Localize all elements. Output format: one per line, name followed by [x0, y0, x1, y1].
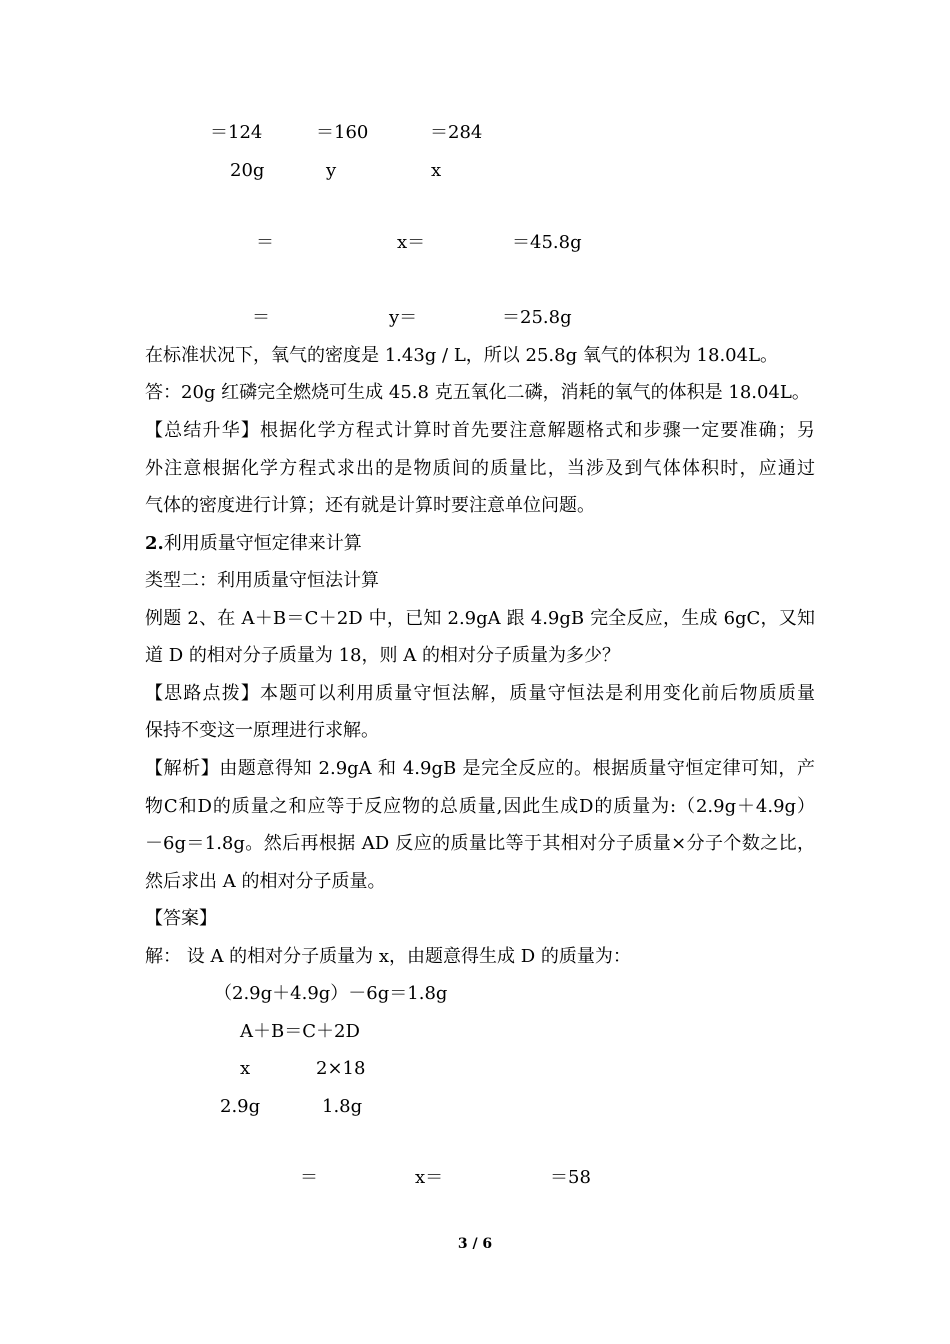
type-heading: 类型二：利用质量守恒法计算 — [145, 570, 379, 591]
mass-y: y — [326, 160, 337, 181]
section-title: 利用质量守恒定律来计算 — [163, 533, 362, 554]
hint-line: 保持不变这一原理进行求解。 — [145, 720, 379, 741]
page-number: 3 / 6 — [457, 1236, 493, 1252]
reaction-equation: A＋B＝C＋2D — [240, 1021, 360, 1042]
y-result: ＝25.8g — [502, 307, 572, 328]
coef-a: x — [240, 1058, 251, 1079]
analysis-line: 【解析】由题意得知 2.9gA 和 4.9gB 是完全反应的。根据质量守恒定律可知，产 — [145, 758, 815, 779]
x-result: ＝58 — [550, 1167, 591, 1188]
section-heading — [145, 533, 815, 555]
analysis-line: 物C和D的质量之和应等于反应物的总质量,因此生成D的质量为:（2.9g＋4.9g） — [145, 796, 815, 817]
ratio-equals: ＝ — [256, 232, 274, 253]
example-text: 、在 A＋B＝C＋2D 中，已知 2.9gA 跟 4.9gB 完全反应，生成 6gC，又知 — [198, 608, 816, 629]
example-line: 道 D 的相对分子质量为 18，则 A 的相对分子质量为多少？ — [145, 645, 620, 666]
example-line — [145, 608, 815, 630]
density-sentence: 在标准状况下，氧气的密度是 1.43g / L，所以 25.8g 氧气的体积为 18.04L。 — [145, 345, 779, 366]
analysis-line: －6g＝1.8g。然后再根据 AD 反应的质量比等于其相对分子质量×分子个数之比， — [145, 833, 815, 854]
x-equals: x＝ — [415, 1167, 444, 1188]
mass-d-calc: （2.9g＋4.9g）－6g＝1.8g — [214, 983, 448, 1004]
ratio-equals: ＝ — [300, 1167, 318, 1188]
mass-x: x — [431, 160, 442, 181]
analysis-line: 然后求出 A 的相对分子质量。 — [145, 871, 386, 892]
answer-label: 【答案】 — [145, 908, 217, 929]
y-equals: y＝ — [389, 307, 418, 328]
summary-line: 【总结升华】根据化学方程式计算时首先要注意解题格式和步骤一定要准确；另 — [145, 420, 815, 441]
answer-sentence: 答：20g 红磷完全燃烧可生成 45.8 克五氧化二磷，消耗的氧气的体积是 18.04L。 — [145, 382, 810, 403]
molar-mass-o2: ＝160 — [316, 122, 369, 143]
summary-line: 外注意根据化学方程式求出的是物质间的质量比，当涉及到气体体积时，应通过 — [145, 458, 815, 479]
mass-d: 1.8g — [322, 1096, 363, 1117]
example-label: 例题 2 — [145, 608, 199, 629]
mass-a: 2.9g — [220, 1096, 261, 1117]
x-equals: x＝ — [397, 232, 426, 253]
solution-intro: 解： 设 A 的相对分子质量为 x，由题意得生成 D 的质量为： — [145, 946, 631, 967]
x-result: ＝45.8g — [512, 232, 582, 253]
ratio-equals: ＝ — [252, 307, 270, 328]
coef-d: 2×18 — [316, 1058, 366, 1079]
section-number: 2. — [145, 533, 164, 554]
summary-line: 气体的密度进行计算；还有就是计算时要注意单位问题。 — [145, 495, 595, 516]
hint-line: 【思路点拨】本题可以利用质量守恒法解，质量守恒法是利用变化前后物质质量 — [145, 683, 815, 704]
molar-mass-p2o5: ＝284 — [430, 122, 483, 143]
molar-mass-p: ＝124 — [210, 122, 263, 143]
mass-p: 20g — [230, 160, 265, 181]
